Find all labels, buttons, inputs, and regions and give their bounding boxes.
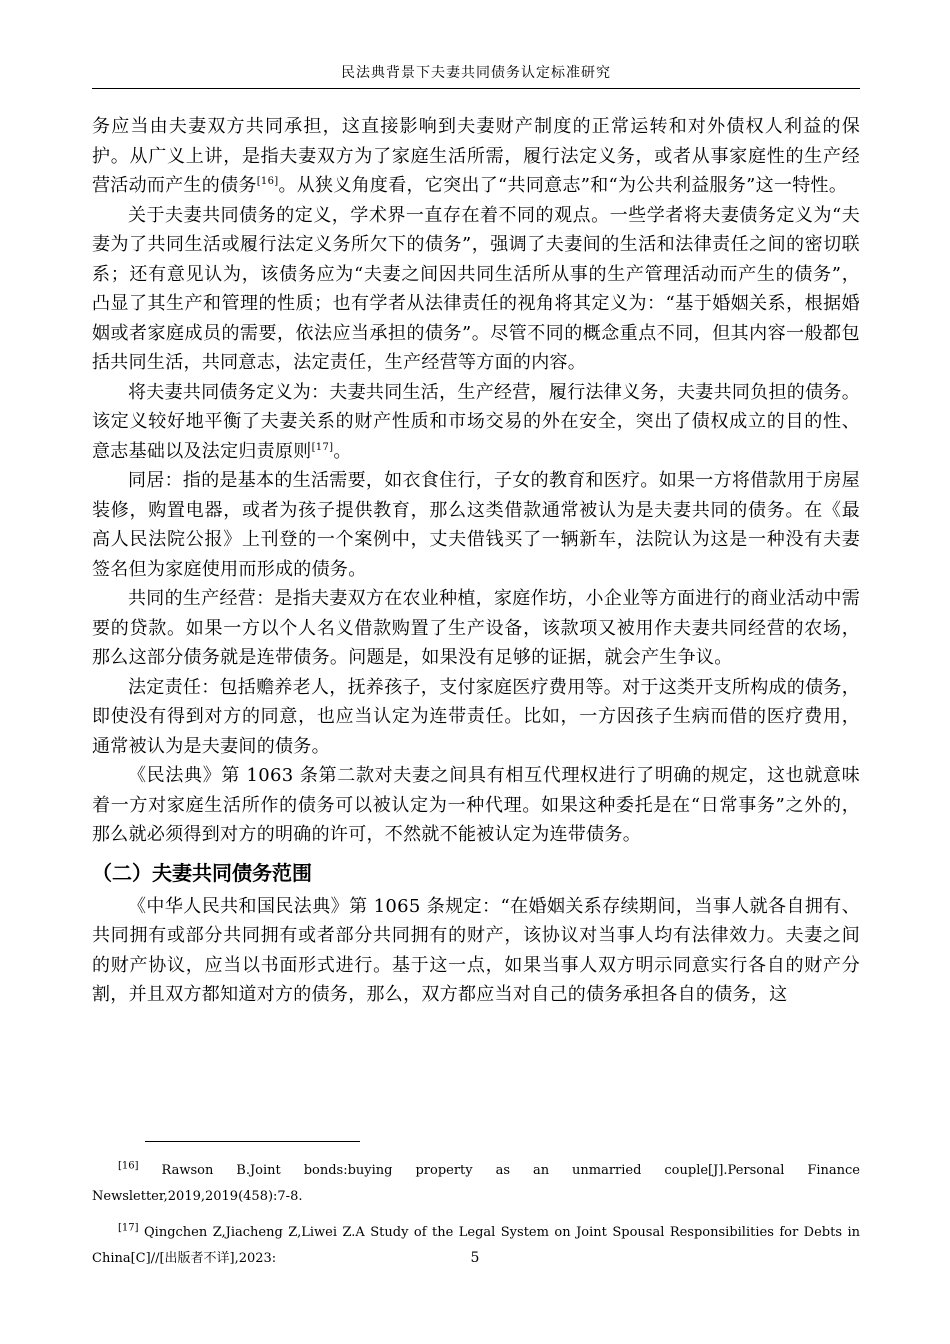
paragraph-text: 将夫妻共同债务定义为：夫妻共同生活，生产经营，履行法律义务，夫妻共同负担的债务。该定义较好地平衡了夫妻关系的财产性质和市场交易的外在安全，突出了债权成立的目的性、意志基础以及法定归责原则 [92,381,860,462]
paragraph [92,466,860,584]
paragraph-text: 同居：指的是基本的生活需要，如衣食住行，子女的教育和医疗。如果一方将借款用于房屋装修，购置电器，或者为孩子提供教育，那么这类借款通常被认为是夫妻共同的债务。在《最高人民法院公报》上刊登的一个案例中，丈夫借钱买了一辆新车，法院认为这是一种没有夫妻签名但为家庭使用而形成的债务。 [92,470,860,580]
paragraph-group [92,112,860,850]
paragraph-text: 法定责任：包括赡养老人，抚养孩子，支付家庭医疗费用等。对于这类开支所构成的债务，即使没有得到对方的同意，也应当认定为连带责任。比如，一方因孩子生病而借的医疗费用，通常被认为是夫妻间的债务。 [92,676,860,757]
paragraph [92,892,860,1010]
footnote-mark: [16] [118,1160,139,1172]
paragraph-text: 《民法典》第 1063 条第二款对夫妻之间具有相互代理权进行了明确的规定，这也就意味着一方对家庭生活所作的债务可以被认定为一种代理。如果这种委托是在“日常事务”之外的，那么就必须得到对方的明确的许可，不然就不能被认定为连带债务。 [92,765,860,845]
paragraph [92,673,860,762]
body-text [92,112,860,1010]
paragraph [92,112,860,201]
paragraph-text: 。从狭义角度看，它突出了“共同意志”和“为公共利益服务”这一特性。 [278,175,848,196]
citation-mark: [16] [256,176,279,187]
paragraph-text: 关于夫妻共同债务的定义，学术界一直存在着不同的观点。一些学者将夫妻债务定义为“夫妻为了共同生活或履行法定义务所欠下的债务”，强调了夫妻间的生活和法律责任之间的密切联系；还有意见认为，该债务应为“夫妻之间因共同生活所从事的生产管理活动而产生的债务”，凸显了其生产和管理的性质；也有学者从法律责任的视角将其定义为：“基于婚姻关系，根据婚姻或者家庭成员的需要，依法应当承担的债务”。尽管不同的概念重点不同，但其内容一般都包括共同生活，共同意志，法定责任，生产经营等方面的内容。 [92,204,860,373]
citation-mark: [17] [311,441,334,453]
paragraph-text: 务应当由夫妻双方共同承担，这直接影响到夫妻财产制度的正常运转和对外债权人利益的保护。从广义上讲，是指夫妻双方为了家庭生活所需，履行法定义务，或者从事家庭性的生产经营活动而产生的债务 [92,116,860,196]
section-heading: （二）夫妻共同债务范围 [92,860,312,885]
header-rule [92,88,860,89]
page-number: 5 [470,1250,480,1266]
footnote-mark: [17] [118,1222,139,1234]
paragraph-text: 共同的生产经营：是指夫妻双方在农业种植，家庭作坊，小企业等方面进行的商业活动中需要的贷款。如果一方以个人名义借款购置了生产设备，该款项又被用作夫妻共同经营的农场，那么这部分债务就是连带债务。问题是，如果没有足够的证据，就会产生争议。 [92,588,860,668]
paragraph-text: 。 [333,440,352,462]
footnote-text: Qingchen Z,Jiacheng Z,Liwei Z.A Study of the Legal System on Joint Spousal Responsibilities for Debts in China[C]//[出版者不详],2023: [92,1225,860,1266]
footnote-text: Rawson B.Joint bonds:buying property as an unmarried couple[J].Personal Finance Newsletter,2019,2019(458):7-8. [92,1163,860,1204]
paragraph-text: 《中华人民共和国民法典》第 1065 条规定：“在婚姻关系存续期间，当事人就各自拥有、共同拥有或部分共同拥有或者部分共同拥有的财产，该协议对当事人均有法律效力。夫妻之间的财产协议，应当以书面形式进行。基于这一点，如果当事人双方明示同意实行各自的财产分割，并且双方都知道对方的债务，那么，双方都应当对自己的债务承担各自的债务，这 [92,895,860,1005]
footnote [92,1158,860,1210]
running-header: 民法典背景下夫妻共同债务认定标准研究 [341,65,611,81]
paragraph [92,378,860,467]
footnote-rule [145,1141,360,1142]
paragraph [92,201,860,378]
paragraph [92,584,860,673]
paragraph-group [92,892,860,1010]
paragraph [92,761,860,850]
